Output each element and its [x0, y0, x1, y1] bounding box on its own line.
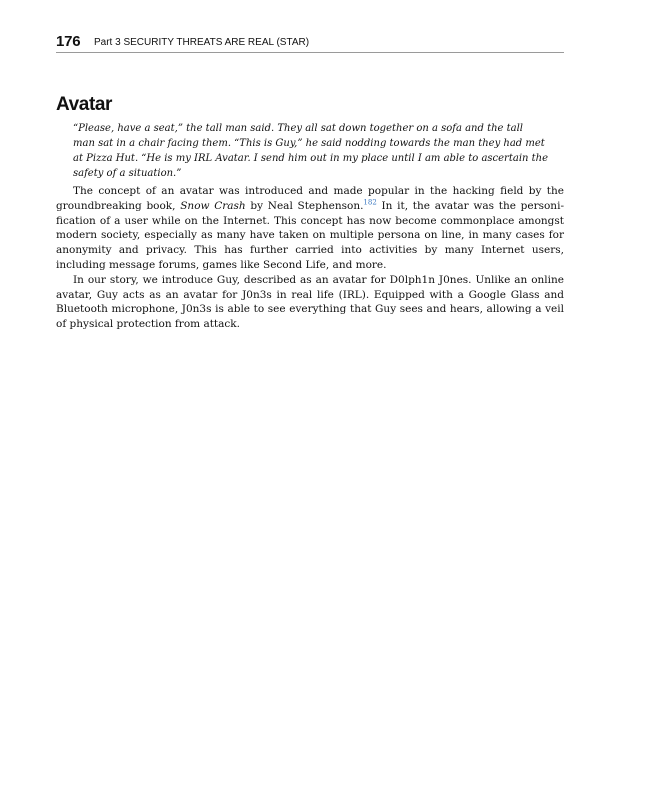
body-text — [56, 184, 564, 332]
page-number: 176 — [56, 33, 81, 50]
book-title: Snow Crash — [180, 199, 246, 212]
epigraph-quote: “Please, have a seat,” the tall man said. They all sat down together on a sofa and the tall man sat in a chair facing them. “This is Guy,” he said nodding towards the man they had met at Pizza Hut. “He is my IRL Avatar. I send him out in my place until I am able to ascertain the safety of a situation.” — [73, 123, 549, 179]
page-header — [56, 33, 564, 53]
paragraph-2: In our story, we introduce Guy, described as an avatar for D0lph1n J0nes. Unlike an online avatar, Guy acts as an avatar for J0n3s in real life (IRL). Equipped with a Google Glass and Bluetooth microphone, J0n3s is able to see everything that Guy sees and hears, allowing a veil of physical protection from attack. — [56, 273, 564, 331]
running-head: Part 3 SECURITY THREATS ARE REAL (STAR) — [94, 37, 310, 48]
paragraph-1 — [56, 184, 564, 273]
paragraph-1-intro: The concept of an avatar was introduced and made popular in the hacking field by the groundbreaking book, — [56, 185, 564, 212]
paragraph-1-author: by Neal Stephenson. — [245, 199, 364, 212]
section-title: Avatar — [56, 94, 113, 115]
footnote-reference-link[interactable]: 182 — [363, 198, 377, 207]
paragraph-1-rest: In it, the avatar was the personification of a user while on the Internet. This concept has now become commonplace amongst modern society, especially as many have taken on multiple persona on line, in many cases for anonymity and privacy. This has further carried into activities by many Internet users, including message forums, games like Second Life, and more. — [56, 199, 564, 271]
